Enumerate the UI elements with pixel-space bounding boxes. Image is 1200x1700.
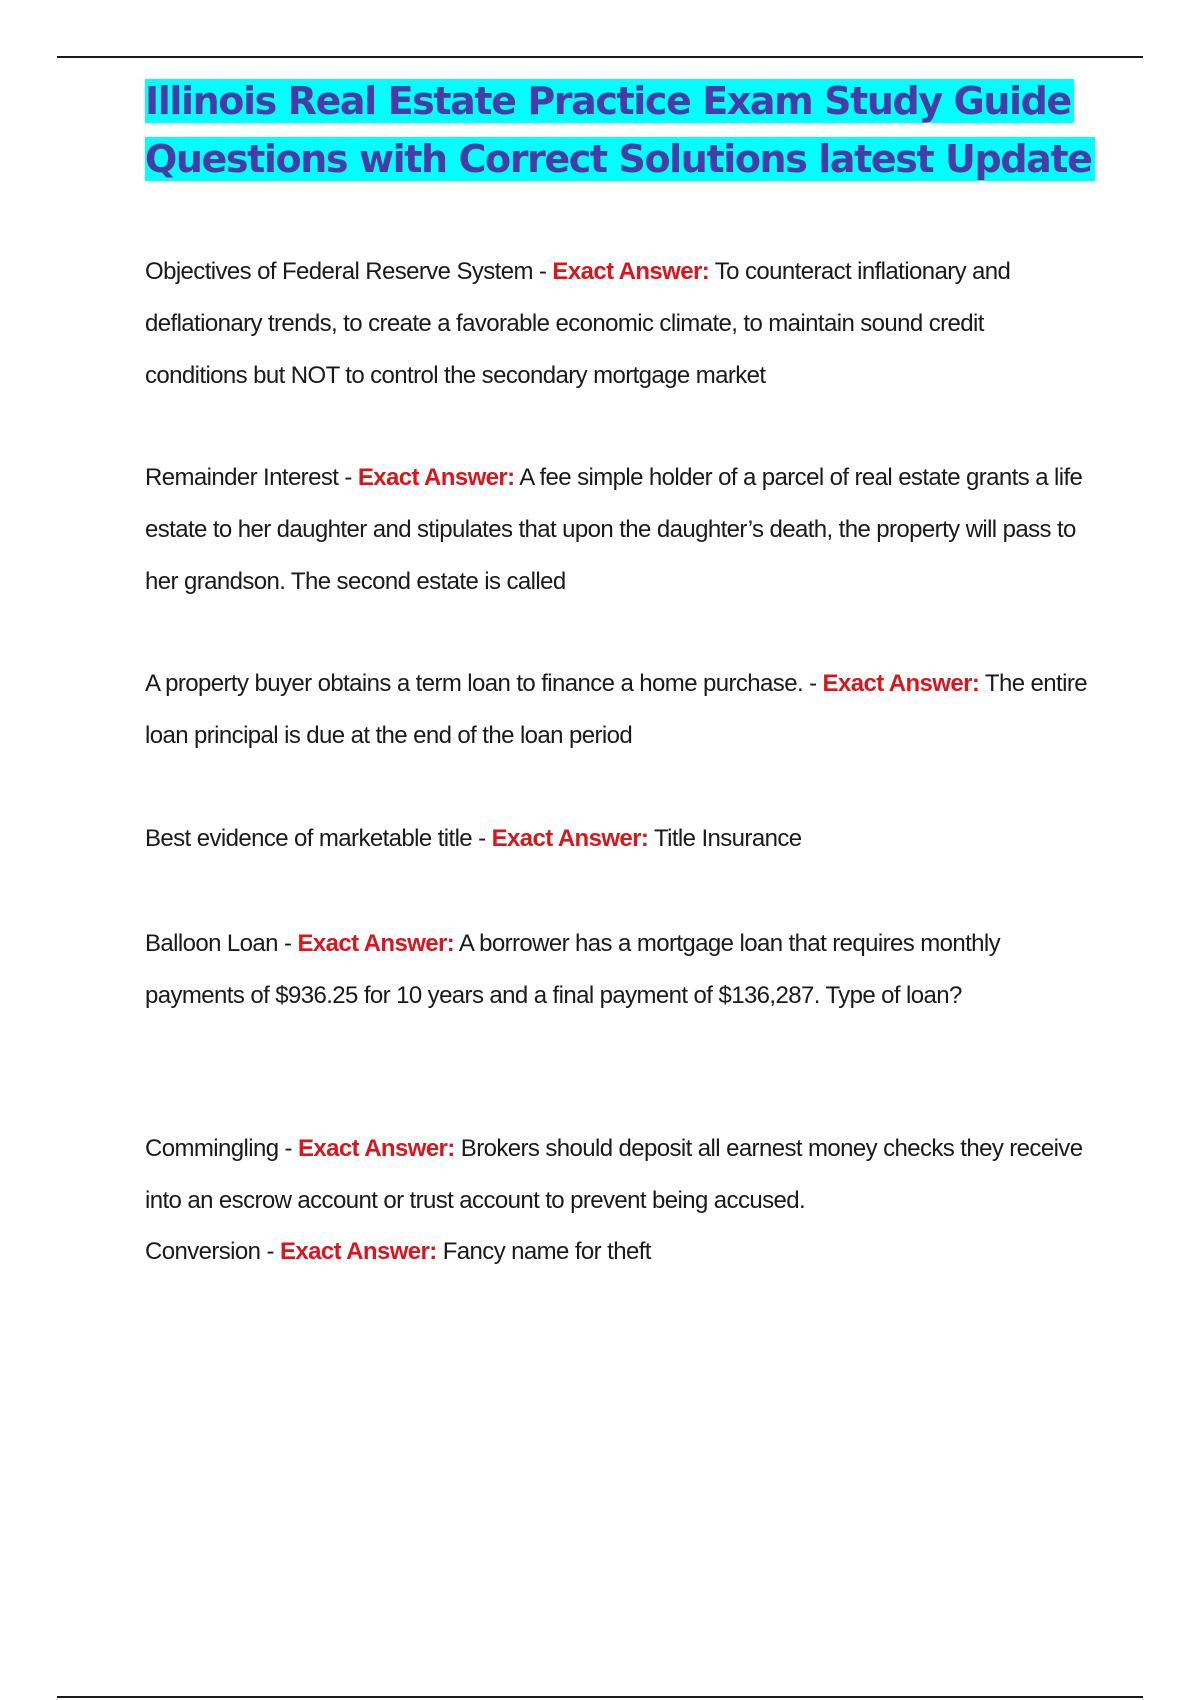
entry-answer: Fancy name for theft — [442, 1238, 651, 1265]
entry-answer: The entire loan principal is due at the end of the loan period — [145, 670, 1087, 749]
title-line-1: Illinois Real Estate Practice Exam Study Guide — [145, 79, 1074, 123]
entry-answer: A fee simple holder of a parcel of real estate grants a life estate to her daughter and stipulates that upon the daughter’s death, the property will pass to her grandson. The second estate is called — [145, 464, 1083, 595]
entry-answer: A borrower has a mortgage loan that requires monthly payments of $936.25 for 10 years and a final payment of $136,287. Type of loan? — [145, 930, 1001, 1009]
entry-term: Conversion — [145, 1238, 261, 1265]
entry-term: Balloon Loan — [145, 930, 278, 957]
exact-answer-label: Exact Answer: — [822, 670, 980, 697]
entry-separator: - — [277, 930, 298, 957]
entry-term: A property buyer obtains a term loan to finance a home purchase. — [145, 670, 804, 697]
qa-entry-marketable-title — [145, 813, 801, 865]
document-title — [145, 72, 1105, 188]
entry-separator: - — [532, 258, 553, 285]
entry-term: Remainder Interest — [145, 464, 339, 491]
entry-separator: - — [472, 825, 492, 852]
entry-separator: - — [803, 670, 823, 697]
entry-term: Objectives of Federal Reserve System — [145, 258, 533, 285]
exact-answer-label: Exact Answer: — [552, 258, 710, 285]
entry-separator: - — [260, 1238, 280, 1265]
qa-entry-federal-reserve — [145, 246, 1090, 402]
entry-answer: Brokers should deposit all earnest money checks they receive into an escrow account or trust account to prevent being accused. — [145, 1135, 1083, 1214]
entry-separator: - — [278, 1135, 298, 1162]
top-rule — [57, 56, 1143, 58]
qa-entry-conversion — [145, 1226, 651, 1278]
exact-answer-label: Exact Answer: — [279, 1238, 437, 1265]
qa-entry-term-loan — [145, 658, 1090, 762]
entry-answer: To counteract inflationary and deflationary trends, to create a favorable economic climate, to maintain sound credit conditions but NOT to control the secondary mortgage market — [145, 258, 1011, 389]
entry-term: Best evidence of marketable title — [145, 825, 473, 852]
title-line-2: Questions with Correct Solutions latest Update — [145, 137, 1095, 181]
entry-separator: - — [338, 464, 358, 491]
exact-answer-label: Exact Answer: — [357, 464, 515, 491]
exact-answer-label: Exact Answer: — [491, 825, 649, 852]
entry-answer: Title Insurance — [653, 825, 802, 852]
qa-entry-remainder-interest — [145, 452, 1090, 608]
qa-entry-commingling — [145, 1123, 1090, 1227]
qa-entry-balloon-loan — [145, 918, 1090, 1022]
bottom-rule — [57, 1696, 1143, 1698]
exact-answer-label: Exact Answer: — [297, 930, 455, 957]
entry-term: Commingling — [145, 1135, 279, 1162]
exact-answer-label: Exact Answer: — [297, 1135, 455, 1162]
